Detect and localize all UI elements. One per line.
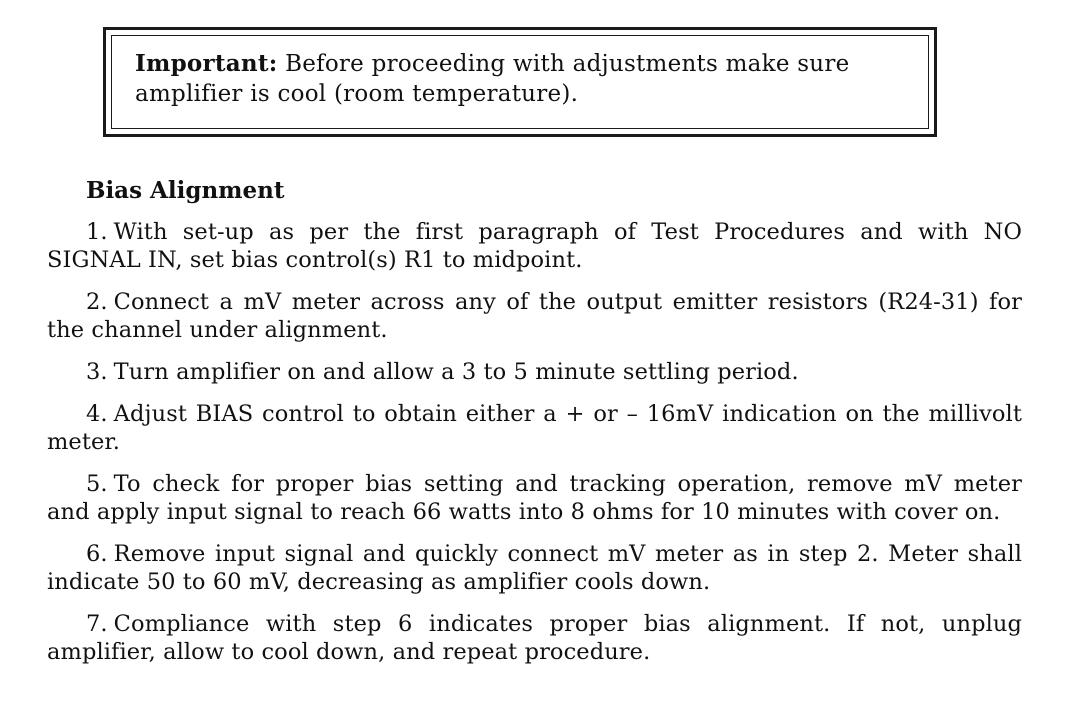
step-text: To check for proper bias setting and tracking operation, remove mV meter and apply input signal to reach 66 watts into 8 ohms for 10 minutes with cover on.	[47, 471, 1022, 525]
step-text: Remove input signal and quickly connect mV meter as in step 2. Meter shall indicate 50 to 60 mV, decreasing as amplifier cools down.	[47, 541, 1022, 595]
step-text: Turn amplifier on and allow a 3 to 5 minute settling period.	[113, 359, 799, 385]
step-4	[47, 400, 1022, 456]
step-number: 6.	[86, 541, 108, 567]
notice-text	[135, 49, 912, 109]
step-text: Compliance with step 6 indicates proper bias alignment. If not, unplug amplifier, allow to cool down, and repeat procedure.	[47, 611, 1022, 665]
step-text: Connect a mV meter across any of the output emitter resistors (R24-31) for the channel under alignment.	[47, 289, 1022, 343]
step-number: 2.	[86, 289, 108, 315]
step-2	[47, 288, 1022, 344]
step-number: 5.	[86, 471, 108, 497]
step-3	[47, 358, 1022, 386]
step-6	[47, 540, 1022, 596]
step-number: 3.	[86, 359, 108, 385]
notice-lead: Important:	[135, 50, 278, 77]
important-notice-box	[103, 27, 937, 137]
step-number: 1.	[86, 219, 108, 245]
notice-body: Before proceeding with adjustments make sure amplifier is cool (room temperature).	[135, 51, 850, 107]
step-number: 4.	[86, 401, 108, 427]
step-7	[47, 610, 1022, 666]
step-number: 7.	[86, 611, 108, 637]
step-text: Adjust BIAS control to obtain either a + or – 16mV indication on the millivolt meter.	[47, 401, 1022, 455]
step-1	[47, 218, 1022, 274]
steps-list	[47, 218, 1022, 680]
section-heading: Bias Alignment	[86, 177, 285, 204]
step-text: With set-up as per the first paragraph of Test Procedures and with NO SIGNAL IN, set bias control(s) R1 to midpoint.	[47, 219, 1022, 273]
step-5	[47, 470, 1022, 526]
